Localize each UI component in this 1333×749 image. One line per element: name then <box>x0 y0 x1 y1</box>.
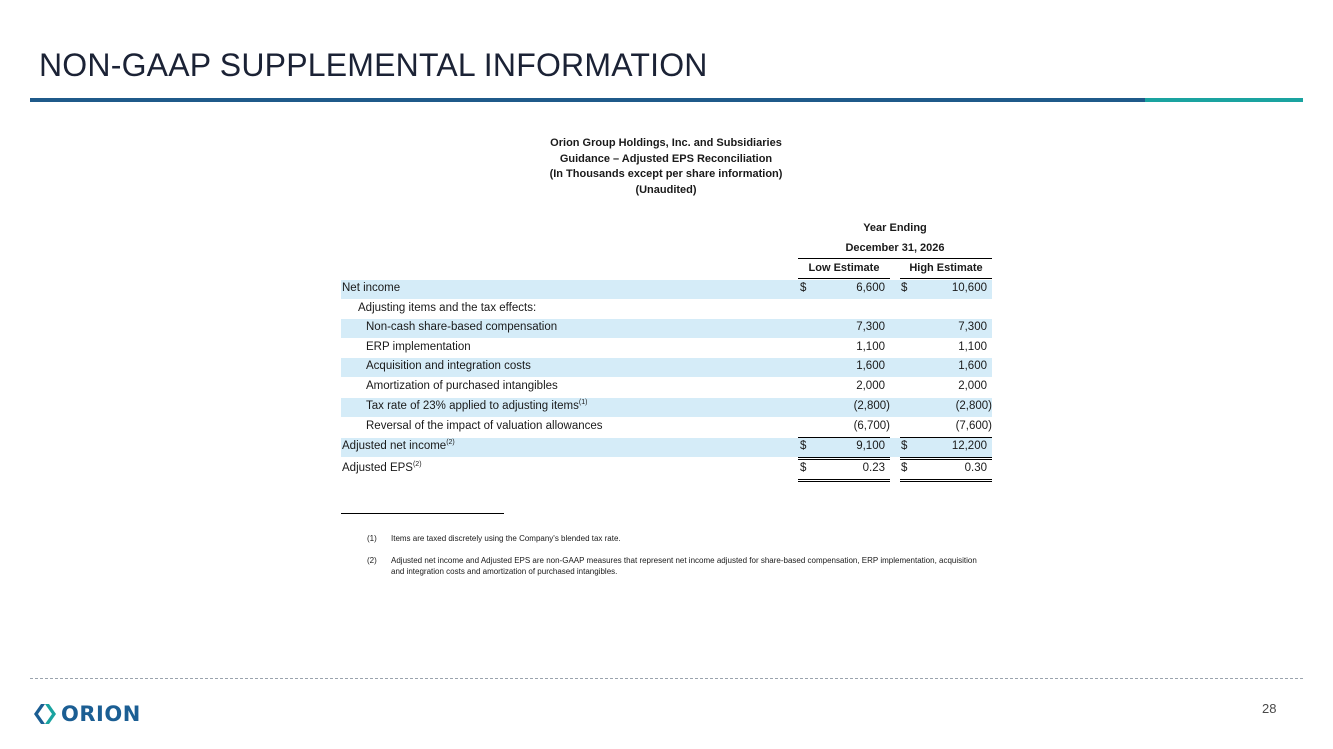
currency-symbol: $ <box>901 462 908 474</box>
row-label-text: Adjusted EPS <box>342 462 413 474</box>
low-estimate-value: (2,800) <box>853 400 890 412</box>
footnote-text: Items are taxed discretely using the Company's blended tax rate. <box>391 534 621 543</box>
eps-rule-low-2 <box>798 481 890 482</box>
table-row-acquisition-costs <box>341 358 992 377</box>
low-estimate-value: 9,100 <box>856 440 885 452</box>
col-header-high-underline <box>900 278 992 279</box>
table-row-valuation-allowance <box>341 418 992 437</box>
orion-logo-wordmark: ORION <box>61 702 141 726</box>
report-heading <box>466 136 866 198</box>
row-label: Acquisition and integration costs <box>366 360 531 372</box>
high-estimate-value: 1,600 <box>958 360 987 372</box>
row-label <box>366 400 587 412</box>
high-estimate-value: 12,200 <box>951 440 987 452</box>
eps-rule-low-1 <box>798 479 890 480</box>
table-row-erp-implementation <box>341 339 992 358</box>
low-estimate-value: 1,600 <box>856 360 885 372</box>
row-label: Reversal of the impact of valuation allowances <box>366 420 603 432</box>
orion-logo <box>33 702 141 726</box>
col-header-high: High Estimate <box>909 262 983 274</box>
period-header-line1: Year Ending <box>863 222 927 234</box>
page-number: 28 <box>1262 701 1277 716</box>
row-label-text: Tax rate of 23% applied to adjusting items <box>366 400 579 412</box>
col-header-low-underline <box>798 278 890 279</box>
table-row-adjusted-net-income <box>341 438 992 457</box>
row-label <box>342 440 455 452</box>
currency-symbol: $ <box>901 440 908 452</box>
high-estimate-value: 2,000 <box>958 380 987 392</box>
row-label: ERP implementation <box>366 341 471 353</box>
report-units: (In Thousands except per share information) <box>549 168 783 180</box>
period-header-line2: December 31, 2026 <box>845 242 945 254</box>
report-subtitle: Guidance – Adjusted EPS Reconciliation <box>559 152 773 165</box>
currency-symbol: $ <box>800 462 807 474</box>
row-label-text: Adjusted net income <box>342 440 447 452</box>
low-estimate-value: 2,000 <box>856 380 885 392</box>
period-header-underline <box>798 258 992 259</box>
footnote-1 <box>367 533 991 544</box>
table-row-share-based-comp <box>341 319 992 338</box>
title-underline-accent <box>1145 98 1303 102</box>
row-label <box>342 462 422 474</box>
low-estimate-value: (6,700) <box>853 420 890 432</box>
footnote-ref: (1) <box>578 399 588 407</box>
orion-logo-mark-icon <box>33 703 57 725</box>
low-estimate-value: 0.23 <box>862 462 885 474</box>
low-estimate-value: 6,600 <box>856 282 885 294</box>
high-estimate-value: (2,800) <box>955 400 992 412</box>
table-row-amortization <box>341 378 992 397</box>
footnote-ref: (2) <box>446 439 455 447</box>
currency-symbol: $ <box>800 282 807 294</box>
footer-divider <box>30 678 1303 679</box>
high-estimate-value: 10,600 <box>951 282 987 294</box>
table-row-tax-rate <box>341 398 992 417</box>
high-estimate-value: (7,600) <box>955 420 992 432</box>
col-header-low: Low Estimate <box>808 262 880 274</box>
table-row-adjusted-eps <box>341 460 992 479</box>
row-label: Net income <box>342 282 401 294</box>
currency-symbol: $ <box>901 282 908 294</box>
slide-title: NON-GAAP SUPPLEMENTAL INFORMATION <box>39 47 708 83</box>
row-label: Non-cash share-based compensation <box>366 321 558 333</box>
table-row-net-income <box>341 280 992 299</box>
low-estimate-value: 7,300 <box>856 321 885 333</box>
report-company: Orion Group Holdings, Inc. and Subsidiaries <box>550 137 782 149</box>
low-estimate-value: 1,100 <box>856 341 885 353</box>
eps-rule-high-2 <box>900 481 992 482</box>
high-estimate-value: 1,100 <box>958 341 987 353</box>
footnote-mark: (2) <box>367 556 377 565</box>
total-rule-high-1 <box>900 457 992 458</box>
eps-rule-high-1 <box>900 479 992 480</box>
footnote-mark: (1) <box>367 534 377 543</box>
table-row-adjusting-items-header <box>341 300 992 319</box>
footnote-separator <box>341 513 504 514</box>
high-estimate-value: 0.30 <box>964 462 987 474</box>
currency-symbol: $ <box>800 440 807 452</box>
row-label: Amortization of purchased intangibles <box>366 380 558 392</box>
high-estimate-value: 7,300 <box>958 321 987 333</box>
title-underline <box>30 98 1145 102</box>
footnote-text: Adjusted net income and Adjusted EPS are non-GAAP measures that represent net income adjusted for share-based compensation, ERP implementation, acquisition and integration costs and amortization of purchased intangibles. <box>391 556 977 576</box>
footnote-2 <box>367 555 991 577</box>
row-label: Adjusting items and the tax effects: <box>358 302 537 314</box>
report-audit-status: (Unaudited) <box>635 183 697 196</box>
total-rule-low-1 <box>798 457 890 458</box>
footnote-ref: (2) <box>412 461 422 469</box>
